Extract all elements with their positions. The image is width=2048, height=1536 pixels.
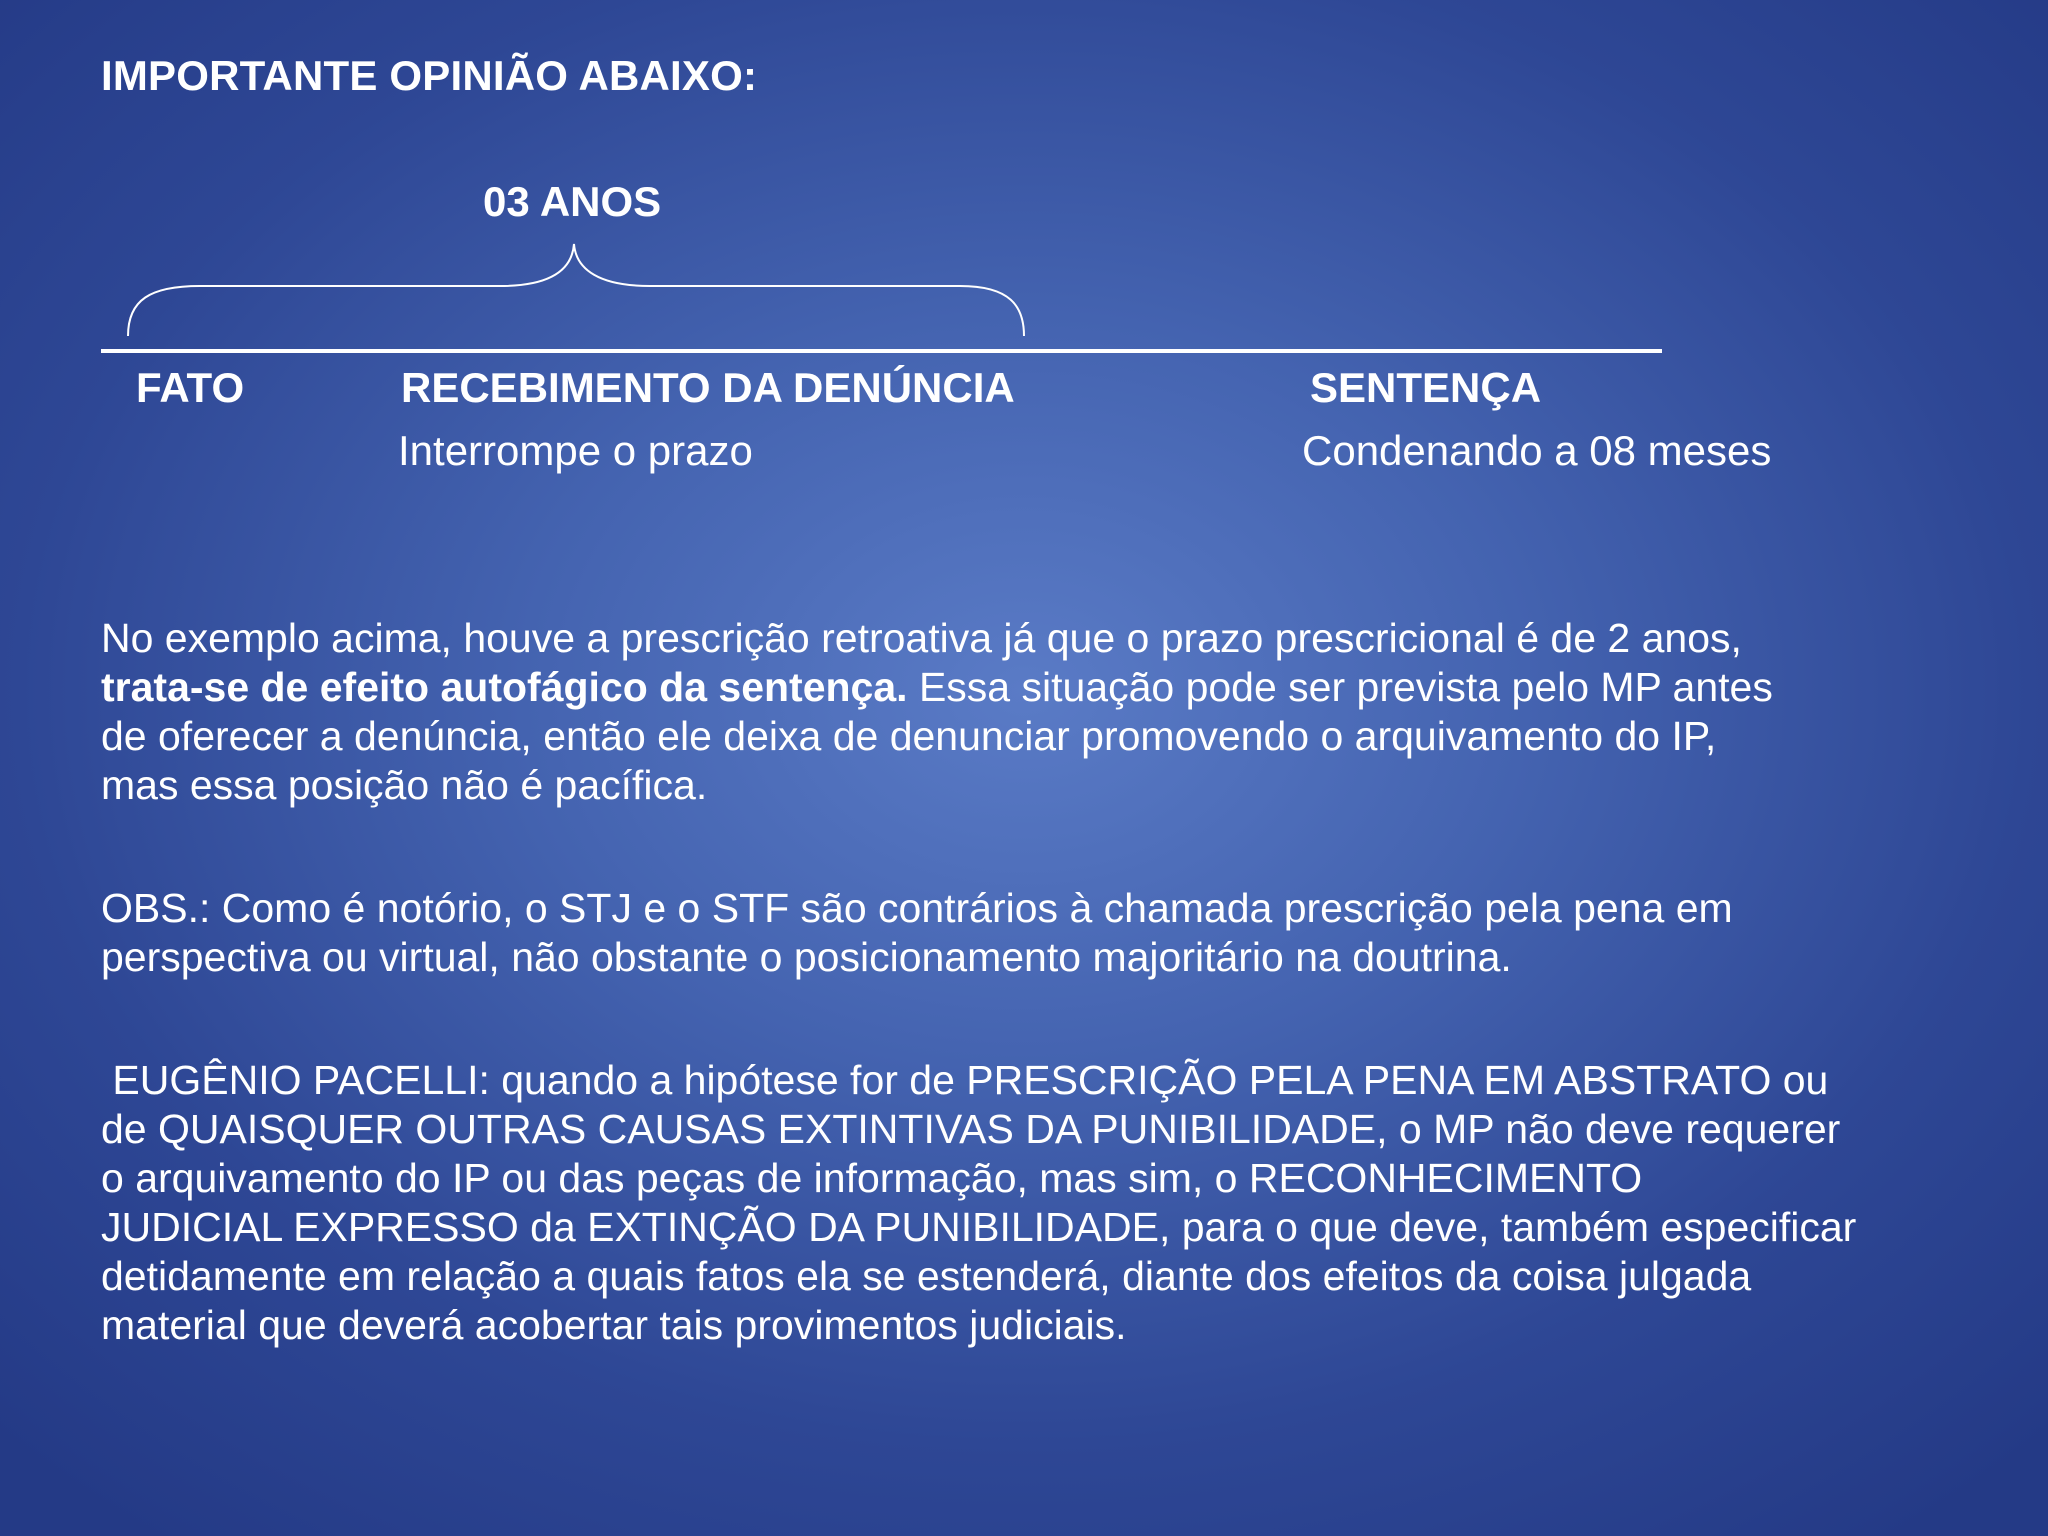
paragraph-line: perspectiva ou virtual, não obstante o posicionamento majoritário na doutrina. xyxy=(101,934,1512,980)
paragraph-line: detidamente em relação a quais fatos ela se estenderá, diante dos efeitos da coisa julgada xyxy=(101,1253,1752,1299)
paragraph-obs xyxy=(101,884,1991,982)
paragraph-line: de QUAISQUER OUTRAS CAUSAS EXTINTIVAS DA PUNIBILIDADE, o MP não deve requerer xyxy=(101,1106,1841,1152)
paragraph-line: material que deverá acobertar tais provimentos judiciais. xyxy=(101,1302,1127,1348)
paragraph-line: o arquivamento do IP ou das peças de informação, mas sim, o RECONHECIMENTO xyxy=(101,1155,1643,1201)
emphasis-text: trata-se de efeito autofágico da sentença. xyxy=(101,664,908,710)
timeline-note-recebimento: Interrompe o prazo xyxy=(398,427,753,474)
timeline-point-fato: FATO xyxy=(136,364,245,411)
paragraph-exemplo xyxy=(101,614,1991,810)
timeline-point-recebimento: RECEBIMENTO DA DENÚNCIA xyxy=(401,364,1015,411)
paragraph-line xyxy=(101,663,1991,712)
paragraph-text: Essa situação pode ser prevista pelo MP antes xyxy=(907,664,1773,710)
paragraph-line: OBS.: Como é notório, o STJ e o STF são contrários à chamada prescrição pela pena em xyxy=(101,885,1733,931)
period-brace xyxy=(128,244,1024,336)
paragraph-line: mas essa posição não é pacífica. xyxy=(101,762,708,808)
paragraph-pacelli xyxy=(101,1056,1991,1350)
timeline-diagram xyxy=(0,0,2048,400)
period-label: 03 ANOS xyxy=(483,178,662,225)
paragraph-line: JUDICIAL EXPRESSO da EXTINÇÃO DA PUNIBILIDADE, para o que deve, também especificar xyxy=(101,1204,1857,1250)
timeline-point-sentenca: SENTENÇA xyxy=(1310,364,1542,411)
paragraph-line: No exemplo acima, houve a prescrição retroativa já que o prazo prescricional é de 2 anos, xyxy=(101,615,1742,661)
paragraph-line: EUGÊNIO PACELLI: quando a hipótese for de PRESCRIÇÃO PELA PENA EM ABSTRATO ou xyxy=(101,1057,1829,1103)
timeline-note-sentenca: Condenando a 08 meses xyxy=(1302,427,1772,474)
paragraph-line: de oferecer a denúncia, então ele deixa de denunciar promovendo o arquivamento do IP, xyxy=(101,713,1717,759)
slide-title: IMPORTANTE OPINIÃO ABAIXO: xyxy=(101,52,758,99)
